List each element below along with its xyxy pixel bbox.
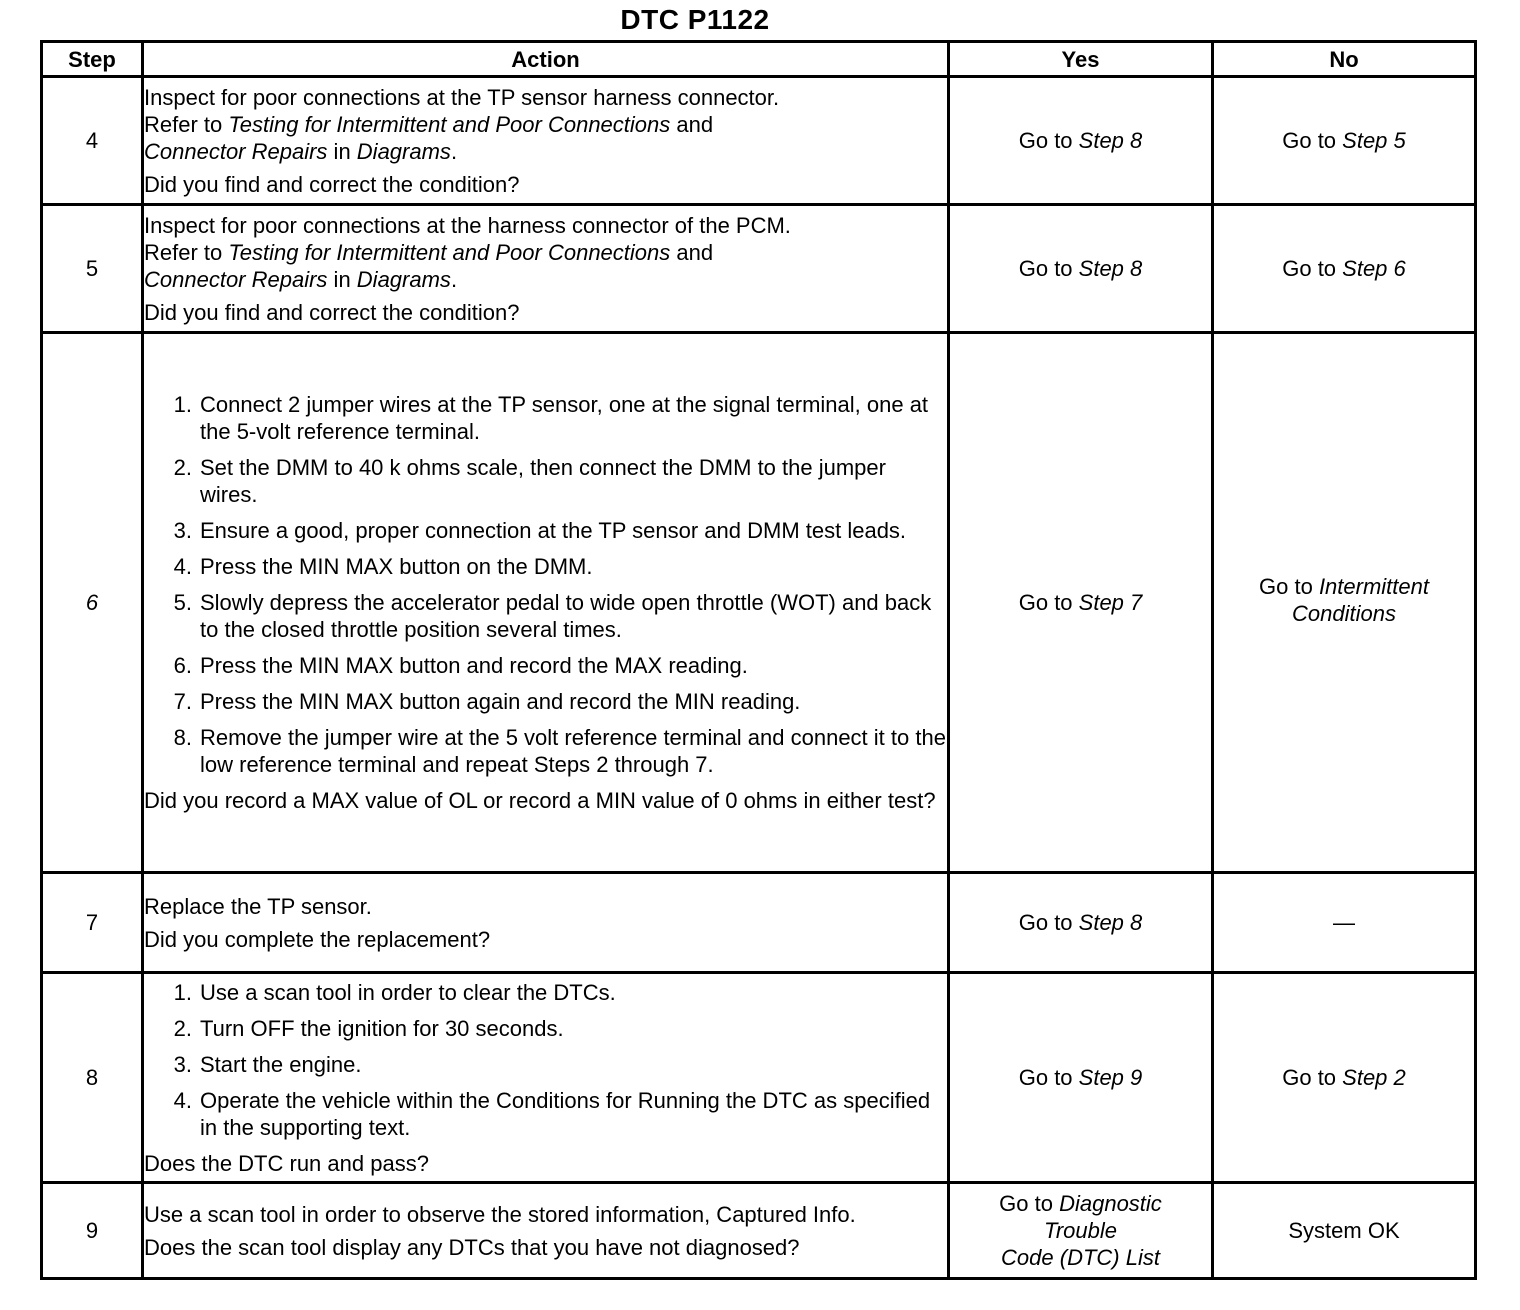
refer-doc-link[interactable]: Connector Repairs	[144, 266, 328, 292]
action-question: Did you find and correct the condition?	[144, 299, 520, 325]
dtc-list-link[interactable]: Diagnostic	[1059, 1191, 1162, 1216]
action-intro: Inspect for poor connections at the TP sensor harness connector.	[144, 84, 780, 110]
step-number: 4	[42, 77, 143, 205]
list-item	[144, 517, 947, 544]
step-number: 7	[42, 873, 143, 973]
list-item-text: Operate the vehicle within the Conditions for Running the DTC as specified in the supporting text.	[200, 1087, 931, 1140]
table-row-step-4	[42, 77, 1476, 205]
list-item-number: 2.	[173, 455, 192, 480]
go-to-label: Go to	[1282, 128, 1343, 153]
no-cell	[1213, 1183, 1476, 1279]
action-cell	[143, 1183, 949, 1279]
step-link[interactable]: Conditions	[1292, 600, 1396, 626]
yes-cell[interactable]	[949, 973, 1213, 1183]
list-item-text: Press the MIN MAX button and record the MAX reading.	[200, 653, 748, 678]
list-item-number: 6.	[173, 653, 192, 678]
list-item-number: 1.	[173, 979, 192, 1005]
not-applicable-dash: —	[1333, 910, 1355, 935]
list-item	[144, 979, 947, 1006]
refer-and: and	[670, 111, 714, 137]
list-item	[144, 553, 947, 580]
action-question: Does the DTC run and pass?	[144, 1150, 429, 1176]
go-to-label: Go to	[1282, 1065, 1343, 1090]
list-item	[144, 652, 947, 679]
header-action: Action	[143, 42, 949, 77]
go-to-label: Go to	[1018, 256, 1079, 281]
step-number: 9	[42, 1183, 143, 1279]
step-link[interactable]: Step 2	[1342, 1065, 1406, 1090]
action-cell	[143, 77, 949, 205]
refer-prefix: Refer to	[144, 111, 229, 137]
refer-doc-link[interactable]: Diagrams	[356, 138, 451, 164]
action-text	[144, 212, 947, 293]
table-row-step-6	[42, 333, 1476, 873]
go-to-label: Go to	[1018, 1065, 1079, 1090]
refer-doc-link[interactable]: Connector Repairs	[144, 138, 328, 164]
no-cell[interactable]	[1213, 973, 1476, 1183]
no-cell[interactable]	[1213, 333, 1476, 873]
yes-cell[interactable]	[949, 1183, 1213, 1279]
refer-prefix: Refer to	[144, 239, 229, 265]
list-item-text: Press the MIN MAX button again and record the MIN reading.	[200, 689, 801, 714]
list-item	[144, 589, 947, 643]
list-item-number: 2.	[173, 1015, 192, 1041]
list-item	[144, 391, 947, 445]
action-cell	[143, 205, 949, 333]
step-link[interactable]: Step 6	[1342, 256, 1406, 281]
step-link[interactable]: Step 8	[1078, 910, 1143, 935]
go-to-label: Go to	[1018, 910, 1079, 935]
list-item	[144, 1087, 947, 1141]
step-link[interactable]: Intermittent	[1318, 573, 1429, 599]
list-item-text: Slowly depress the accelerator pedal to wide open throttle (WOT) and back to the closed throttle position several times.	[200, 590, 932, 642]
list-item-text: Start the engine.	[200, 1051, 362, 1077]
step-number: 6	[42, 333, 143, 873]
action-question: Did you complete the replacement?	[144, 926, 491, 952]
action-intro: Inspect for poor connections at the harness connector of the PCM.	[144, 212, 791, 238]
refer-in: in	[327, 266, 357, 292]
action-question: Did you record a MAX value of OL or record a MIN value of 0 ohms in either test?	[144, 788, 936, 813]
action-intro: Use a scan tool in order to observe the stored information, Captured Info.	[144, 1201, 856, 1227]
action-cell	[143, 973, 949, 1183]
step-link[interactable]: Step 5	[1342, 128, 1406, 153]
no-cell[interactable]	[1213, 77, 1476, 205]
refer-in: in	[327, 138, 357, 164]
table-row-step-8	[42, 973, 1476, 1183]
go-to-label: Go to	[1259, 573, 1319, 599]
go-to-label: Go to	[999, 1191, 1060, 1216]
refer-doc-link[interactable]: Testing for Intermittent and Poor Connections	[228, 239, 671, 265]
no-cell[interactable]	[1213, 205, 1476, 333]
list-item-number: 1.	[173, 392, 192, 417]
list-item-text: Ensure a good, proper connection at the TP sensor and DMM test leads.	[200, 518, 907, 543]
action-cell	[143, 333, 949, 873]
list-item-number: 3.	[173, 518, 192, 543]
list-item	[144, 1051, 947, 1078]
action-intro: Replace the TP sensor.	[144, 893, 372, 919]
yes-cell[interactable]	[949, 873, 1213, 973]
table-row-step-9	[42, 1183, 1476, 1279]
list-item-number: 5.	[173, 590, 192, 615]
step-link[interactable]: Step 7	[1078, 590, 1143, 615]
list-item-number: 7.	[173, 689, 192, 714]
refer-end: .	[450, 138, 458, 164]
action-question: Does the scan tool display any DTCs that you have not diagnosed?	[144, 1234, 800, 1260]
step-number: 8	[42, 973, 143, 1183]
go-to-label: Go to	[1282, 256, 1343, 281]
dtc-list-link[interactable]: Trouble	[1044, 1218, 1117, 1243]
list-item-number: 8.	[173, 725, 192, 750]
yes-cell[interactable]	[949, 333, 1213, 873]
list-item-number: 4.	[173, 554, 192, 579]
table-header-row	[42, 42, 1476, 77]
table-row-step-7	[42, 873, 1476, 973]
header-step: Step	[42, 42, 143, 77]
no-cell	[1213, 873, 1476, 973]
step-link[interactable]: Step 8	[1078, 256, 1143, 281]
procedure-list	[144, 979, 947, 1150]
table-row-step-5	[42, 205, 1476, 333]
dtc-list-link[interactable]: Code (DTC) List	[1001, 1245, 1160, 1270]
dtc-table	[40, 40, 1477, 1280]
refer-and: and	[670, 239, 714, 265]
step-link[interactable]: Step 9	[1078, 1065, 1143, 1090]
go-to-label: Go to	[1018, 590, 1079, 615]
list-item-text: Connect 2 jumper wires at the TP sensor, one at the signal terminal, one at the 5-volt reference terminal.	[200, 392, 929, 444]
list-item-number: 4.	[173, 1087, 192, 1113]
list-item	[144, 454, 947, 508]
yes-cell[interactable]	[949, 77, 1213, 205]
refer-end: .	[450, 266, 458, 292]
procedure-list	[144, 391, 947, 787]
list-item	[144, 1015, 947, 1042]
page-title: DTC P1122	[620, 4, 770, 35]
system-ok-label: System OK	[1288, 1218, 1400, 1243]
refer-doc-link[interactable]: Testing for Intermittent and Poor Connections	[228, 111, 671, 137]
list-item-text: Set the DMM to 40 k ohms scale, then connect the DMM to the jumper wires.	[200, 455, 886, 507]
step-link[interactable]: Step 8	[1078, 128, 1143, 153]
yes-cell[interactable]	[949, 205, 1213, 333]
list-item	[144, 688, 947, 715]
action-question: Did you find and correct the condition?	[144, 171, 520, 197]
list-item-text: Remove the jumper wire at the 5 volt reference terminal and connect it to the low reference terminal and repeat Steps 2 through 7.	[200, 725, 946, 777]
header-yes: Yes	[949, 42, 1213, 77]
action-cell	[143, 873, 949, 973]
list-item-text: Turn OFF the ignition for 30 seconds.	[200, 1015, 564, 1041]
list-item	[144, 724, 947, 778]
list-item-text: Use a scan tool in order to clear the DTCs.	[200, 979, 616, 1005]
go-to-label: Go to	[1018, 128, 1079, 153]
action-text	[144, 84, 947, 165]
refer-doc-link[interactable]: Diagrams	[356, 266, 451, 292]
step-number: 5	[42, 205, 143, 333]
list-item-number: 3.	[173, 1051, 192, 1077]
list-item-text: Press the MIN MAX button on the DMM.	[200, 554, 593, 579]
header-no: No	[1213, 42, 1476, 77]
